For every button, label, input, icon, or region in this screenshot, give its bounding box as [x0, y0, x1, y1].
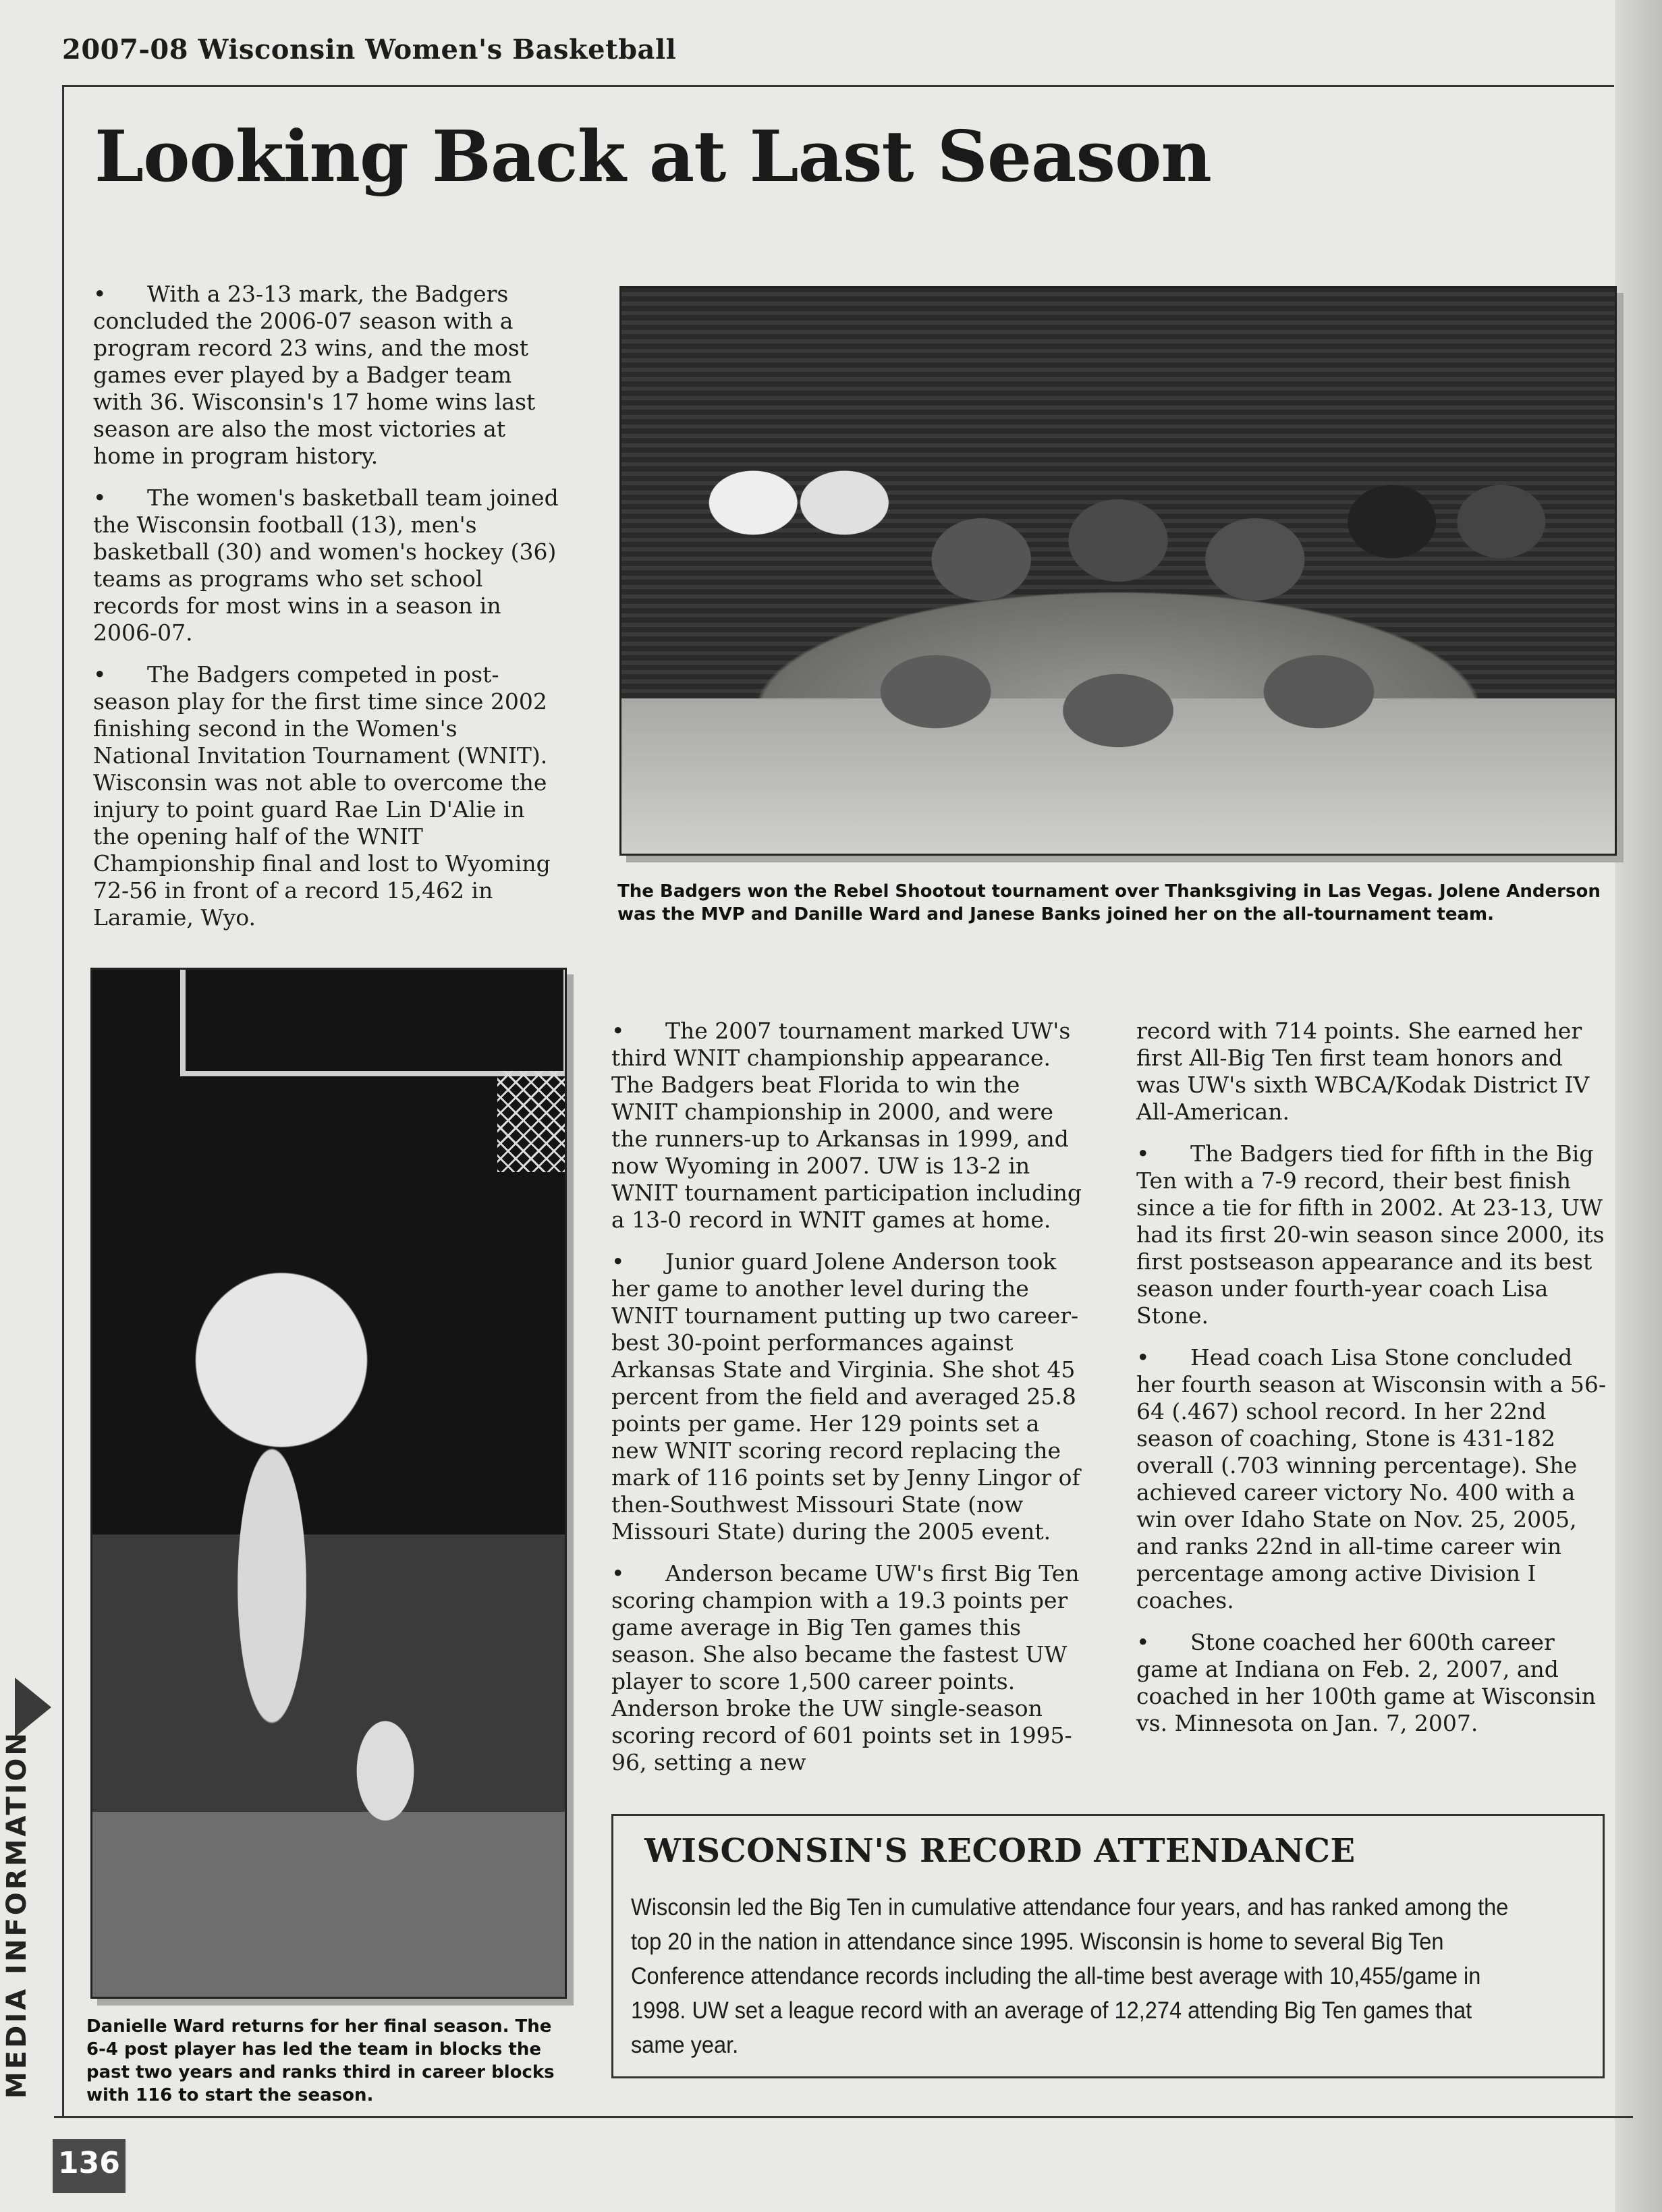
page-title: Looking Back at Last Season — [94, 115, 1211, 198]
attendance-sidebar-box — [611, 1814, 1605, 2078]
paragraph: • Head coach Lisa Stone concluded her fourth season at Wisconsin with a 56-64 (.467) school record. In her 22nd season of coaching, Stone is 431-182 overall (.703 winning percentage). She achieved career victory No. 400 with a win over Idaho State on Nov. 25, 2005, and ranks 22nd in all-time career win percentage among active Division I coaches. — [1136, 1344, 1607, 1613]
bullet-glyph: • — [611, 1560, 625, 1586]
bullet-glyph: • — [1136, 1140, 1150, 1167]
column-right — [1136, 1018, 1609, 1752]
bullet-glyph: • — [611, 1018, 625, 1044]
paragraph: • With a 23-13 mark, the Badgers concluded the 2006-07 season with a program record 23 wins, and the most games ever played by a Badger team with 36. Wisconsin's 17 home wins last season are also the most victories at home in program history. — [93, 281, 536, 469]
paragraph: • The 2007 tournament marked UW's third WNIT championship appearance. The Badgers beat Florida to win the WNIT championship in 2000, and were the runners-up to Arkansas in 1999, and now Wyoming in 2007. UW is 13-2 in WNIT tournament participation including a 13-0 record in WNIT games at home. — [611, 1018, 1082, 1233]
paragraph: • Junior guard Jolene Anderson took her game to another level during the WNIT tournament putting up two career-best 30-point performances against Arkansas State and Virginia. She shot 45 percent from the field and averaged 25.8 points per game. Her 129 points set a new WNIT scoring record replacing the mark of 116 points set by Jenny Lingor of then-Southwest Missouri State (now Missouri State) during the 2005 event. — [611, 1248, 1080, 1545]
team-photo-caption: The Badgers won the Rebel Shootout tournament over Thanksgiving in Las Vegas. Jolene Anderson was the MVP and Danille Ward and Janese Banks joined her on the all-tournament team. — [617, 881, 1601, 924]
paragraph: • The women's basketball team joined the Wisconsin football (13), men's basketball (30) and women's hockey (36) teams as programs who set school records for most wins in a season in 2006-07. — [93, 485, 559, 646]
frame-rule-top — [62, 85, 1614, 87]
frame-rule-bottom — [54, 2116, 1633, 2118]
bullet-glyph: • — [93, 281, 107, 307]
frame-rule-left — [62, 85, 64, 2116]
team-photo — [619, 286, 1617, 856]
paragraph: • The Badgers tied for fifth in the Big Ten with a 7-9 record, their best finish since a tie for fifth in 2002. At 23-13, UW had its first 20-win season since 2000, its first postseason appearance and its best season under fourth-year coach Lisa Stone. — [1136, 1140, 1605, 1329]
bullet-glyph: • — [93, 661, 107, 688]
bullet-glyph: • — [1136, 1344, 1150, 1371]
basket-net — [497, 1071, 565, 1172]
bullet-glyph: • — [1136, 1629, 1150, 1655]
section-tab-label: MEDIA INFORMATION — [1, 1730, 32, 2099]
paragraph-continuation: record with 714 points. She earned her first All-Big Ten first team honors and was UW's sixth WBCA/Kodak District IV All-American. — [1136, 1018, 1590, 1125]
paragraph: • The Badgers competed in post-season play for the first time since 2002 finishing second in the Women's National Invitation Tournament (WNIT). Wisconsin was not able to overcome the injury to point guard Rae Lin D'Alie in the opening half of the WNIT Championship final and lost to Wyoming 72-56 in front of a record 15,462 in Laramie, Wyo. — [93, 661, 551, 931]
paragraph: • Stone coached her 600th career game at Indiana on Feb. 2, 2007, and coached in her 100th game at Wisconsin vs. Minnesota on Jan. 7, 2007. — [1136, 1629, 1596, 1736]
action-photo-caption: Danielle Ward returns for her final season. The 6-4 post player has led the team in blocks the past two years and ranks third in career blocks with 116 to start the season. — [86, 2016, 555, 2105]
column-middle — [611, 1018, 1084, 1791]
team-group — [662, 389, 1574, 767]
bullet-glyph: • — [93, 485, 107, 511]
running-head: 2007-08 Wisconsin Women's Basketball — [62, 34, 677, 65]
backboard — [180, 970, 567, 1076]
paragraph: • Anderson became UW's first Big Ten scoring champion with a 19.3 points per game average in Big Ten games this season. She also became the fastest UW player to score 1,500 career points. Anderson broke the UW single-season scoring record of 601 points set in 1995-96, setting a new — [611, 1560, 1080, 1775]
bullet-glyph: • — [611, 1248, 625, 1275]
page-edge-shadow — [1615, 0, 1662, 2212]
attendance-title: WISCONSIN'S RECORD ATTENDANCE — [644, 1832, 1356, 1870]
action-photo — [90, 968, 567, 1999]
column-left — [93, 281, 559, 946]
attendance-text: Wisconsin led the Big Ten in cumulative attendance four years, and has ranked among the top 20 in the nation in attendance since 1995. Wisconsin is home to several Big Ten Conference attendance records including the all-time best average with 10,455/game in 1998. UW set a league record with an average of 12,274 attending Big Ten games that same year. — [631, 1894, 1509, 2058]
page-number: 136 — [58, 2146, 120, 2180]
